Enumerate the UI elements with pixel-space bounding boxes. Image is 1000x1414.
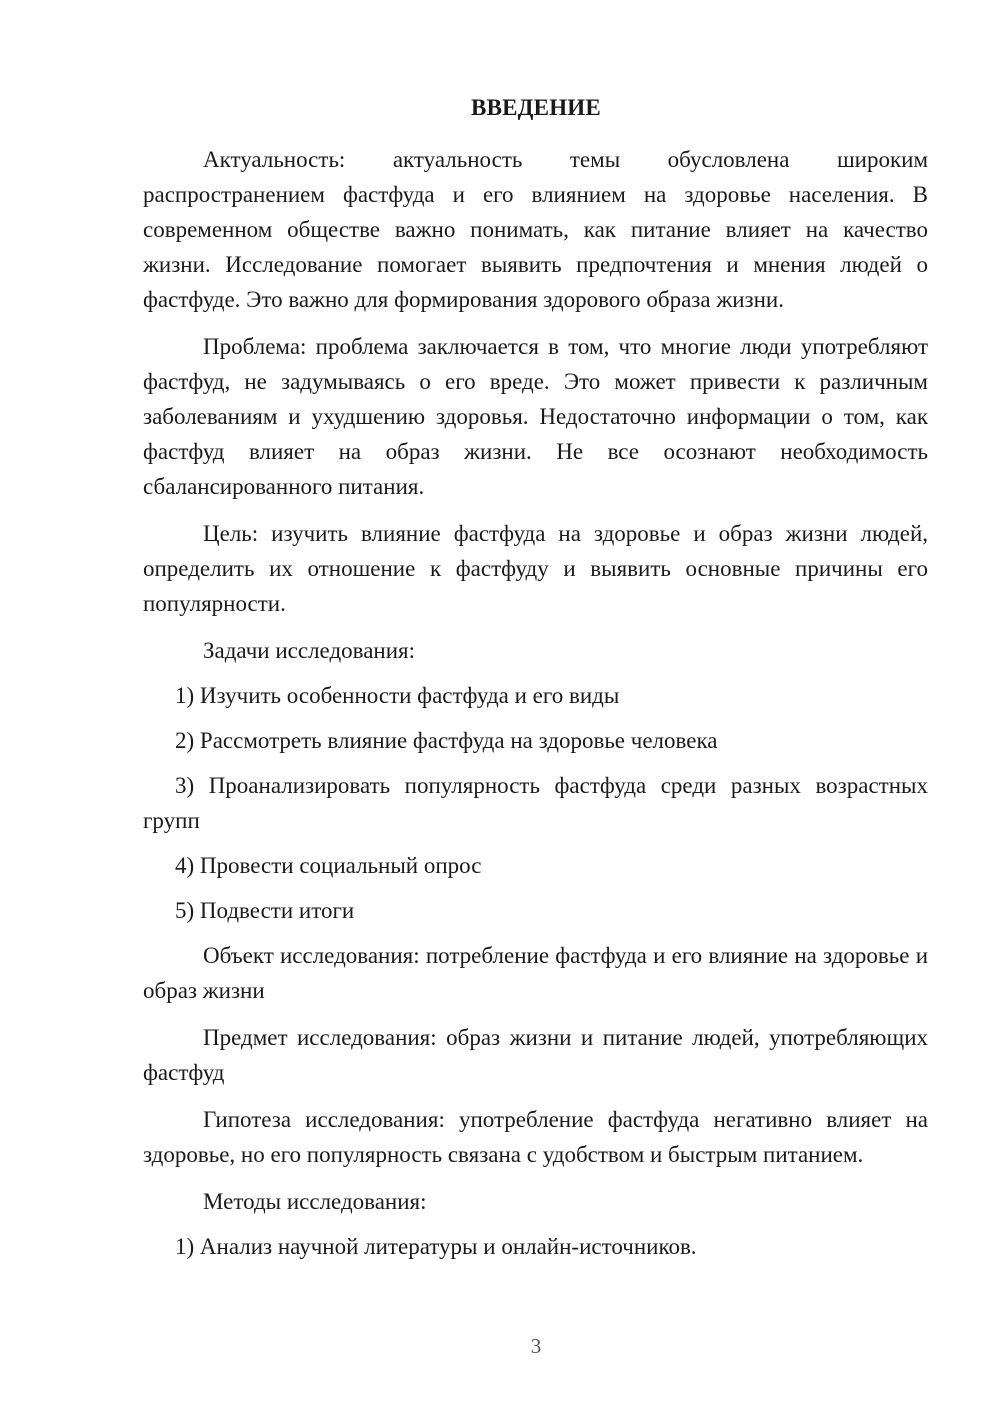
list-item-task-2: 2) Рассмотреть влияние фастфуда на здоровье человека [175,728,718,753]
list-item-task-5: 5) Подвести итоги [175,898,355,923]
list-item-task-4: 4) Провести социальный опрос [175,853,482,878]
list-item-task-3: 3) Проанализировать популярность фастфуда среди разных возрастных групп [143,773,928,833]
section-heading: ВВЕДЕНИЕ [471,95,601,120]
paragraph-goal: Цель: изучить влияние фастфуда на здоровье и образ жизни людей, определить их отношение к фастфуду и выявить основные причины его популярности. [143,521,928,616]
body-text [143,142,928,1274]
paragraph-relevance: Актуальность: актуальность темы обусловлена широким распространением фастфуда и его влиянием на здоровье населения. В современном обществе важно понимать, как питание влияет на качество жизни. Исследование помогает выявить предпочтения и мнения людей о фастфуде. Это важно для формирования здорового образа жизни. [143,147,928,312]
paragraph-tasks-heading: Задачи исследования: [203,638,416,663]
list-item-method-1: 1) Анализ научной литературы и онлайн-источников. [175,1234,697,1259]
list-item-task-1: 1) Изучить особенности фастфуда и его виды [175,683,620,708]
paragraph-hypothesis: Гипотеза исследования: употребление фастфуда негативно влияет на здоровье, но его популярность связана с удобством и быстрым питанием. [143,1107,928,1167]
paragraph-methods-heading: Методы исследования: [203,1189,427,1214]
page-number: 3 [530,1334,542,1358]
paragraph-problem: Проблема: проблема заключается в том, что многие люди употребляют фастфуд, не задумываясь о его вреде. Это может привести к различным заболеваниям и ухудшению здоровья. Недостаточно информации о том, как фастфуд влияет на образ жизни. Не все осознают необходимость сбалансированного питания. [143,334,928,499]
paragraph-object: Объект исследования: потребление фастфуда и его влияние на здоровье и образ жизни [143,943,928,1003]
paragraph-subject: Предмет исследования: образ жизни и питание людей, употребляющих фастфуд [143,1025,928,1085]
